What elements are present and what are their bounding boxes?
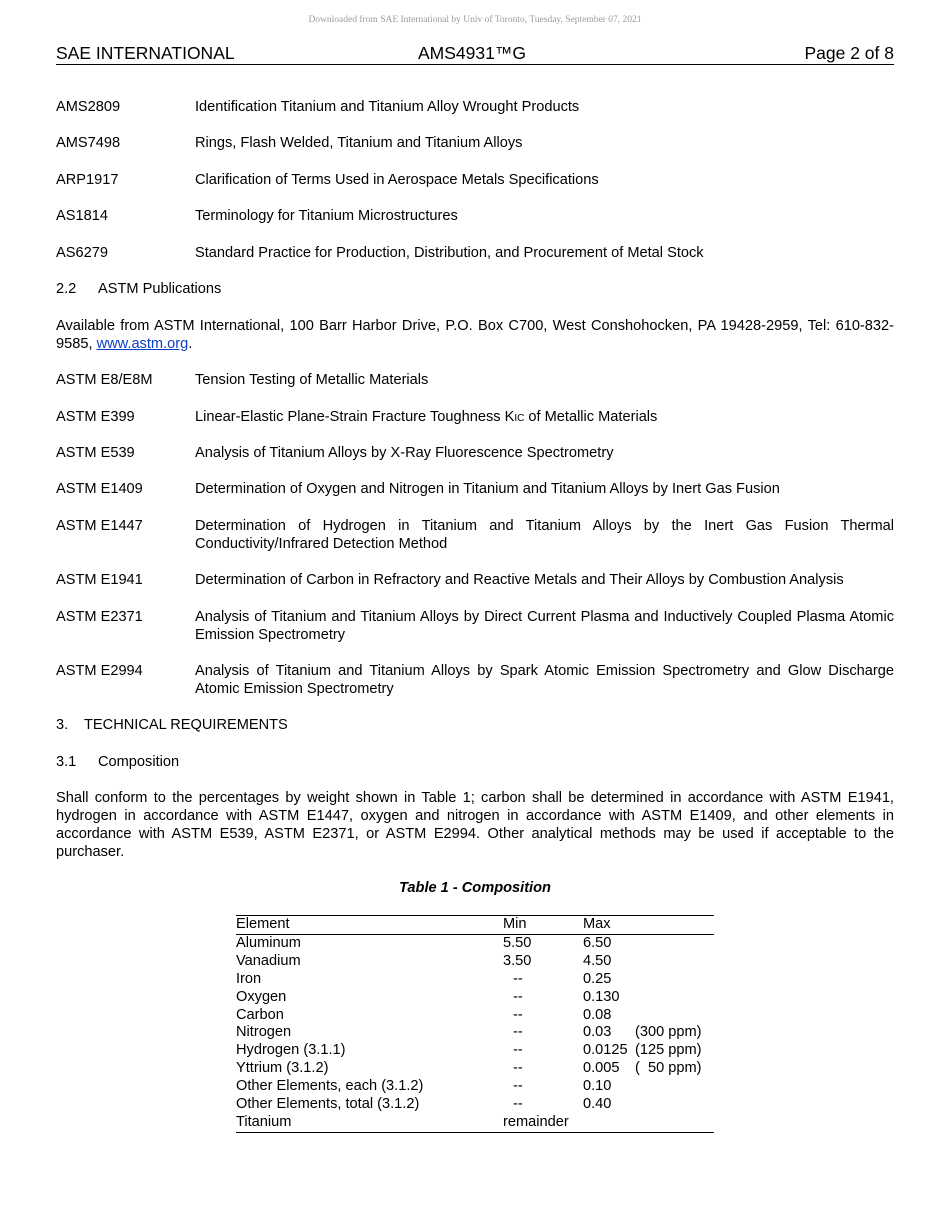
reference-code: ASTM E399 [56, 409, 135, 425]
reference-title-text: of Metallic Materials [524, 409, 658, 425]
table-row [236, 989, 714, 1007]
astm-availability-tail: . [188, 336, 193, 352]
reference-entry [56, 444, 894, 462]
element-cell: Carbon [236, 1006, 284, 1023]
section-title: TECHNICAL REQUIREMENTS [84, 717, 288, 733]
max-cell [583, 971, 714, 989]
element-cell: Other Elements, each (3.1.2) [236, 1078, 424, 1095]
max-cell [583, 1007, 714, 1025]
max-value: 0.130 [583, 988, 620, 1005]
reference-title [195, 408, 894, 428]
element-cell: Other Elements, total (3.1.2) [236, 1096, 420, 1113]
table-row [236, 1114, 714, 1132]
reference-title: Determination of Hydrogen in Titanium and Titanium Alloys by the Inert Gas Fusion Thermal Conductivity/Infrared Detection Method [195, 518, 894, 552]
table-row [236, 1042, 714, 1060]
reference-entry [56, 207, 894, 225]
astm-availability-text: Available from ASTM International, 100 Barr Harbor Drive, P.O. Box C700, West Conshohocken, PA 19428-2959, Tel: 610-832-9585, [56, 318, 894, 352]
max-cell [583, 1024, 714, 1042]
min-cell: -- [513, 1060, 523, 1077]
table-row [236, 934, 714, 952]
ppm-note: (300 ppm) [635, 1024, 702, 1041]
section-title: Composition [98, 754, 180, 770]
reference-title: Analysis of Titanium and Titanium Alloys by Direct Current Plasma and Inductively Coupled Plasma Atomic Emission Spectrometry [195, 609, 894, 643]
reference-entry [56, 571, 894, 589]
max-value: 6.50 [583, 934, 612, 951]
max-value: 0.03 [583, 1024, 612, 1041]
reference-title: Analysis of Titanium and Titanium Alloys by Spark Atomic Emission Spectrometry and Glow Discharge Atomic Emission Spectrometry [195, 663, 894, 697]
max-cell [583, 1114, 714, 1132]
table-row [236, 1060, 714, 1078]
min-cell: -- [513, 1078, 523, 1095]
max-cell [583, 1042, 714, 1060]
section-heading-3 [56, 716, 288, 734]
reference-code: AS6279 [56, 245, 108, 261]
composition-table [236, 915, 714, 1133]
reference-code: ASTM E539 [56, 445, 135, 461]
reference-entry [56, 408, 894, 428]
max-value: 0.0125 [583, 1042, 628, 1059]
element-cell: Vanadium [236, 952, 301, 969]
reference-code: AMS2809 [56, 99, 121, 115]
reference-entry [56, 171, 894, 189]
reference-code: ASTM E2994 [56, 663, 143, 679]
element-cell: Oxygen [236, 988, 287, 1005]
reference-title-text: Linear-Elastic Plane-Strain Fracture Toughness K [195, 409, 515, 425]
table-row [236, 1007, 714, 1025]
reference-code: ASTM E1941 [56, 572, 143, 588]
ppm-note: ( 50 ppm) [635, 1060, 702, 1077]
header-organization: SAE INTERNATIONAL [56, 43, 235, 63]
reference-title: Rings, Flash Welded, Titanium and Titanium Alloys [195, 135, 523, 151]
reference-entry [56, 480, 894, 498]
max-cell [583, 1078, 714, 1096]
element-cell: Titanium [236, 1114, 503, 1132]
reference-title: Determination of Oxygen and Nitrogen in Titanium and Titanium Alloys by Inert Gas Fusion [195, 481, 780, 497]
composition-paragraph: Shall conform to the percentages by weight shown in Table 1; carbon shall be determined in accordance with ASTM E1941, hydrogen in accordance with ASTM E1447, oxygen and nitrogen in accordance with ASTM E1409, and other elements in accordance with ASTM E539, ASTM E2371, or ASTM E2994. Other analytical methods may be used if acceptable to the purchaser. [56, 790, 894, 860]
reference-title-subscript: IC [514, 413, 525, 424]
download-watermark: Downloaded from SAE International by Univ of Toronto, Tuesday, September 07, 2021 [308, 15, 642, 25]
reference-entry [56, 662, 894, 698]
max-value: 0.10 [583, 1078, 612, 1095]
table-header-row [236, 916, 714, 935]
max-value: 0.40 [583, 1096, 612, 1113]
element-cell: Yttrium (3.1.2) [236, 1060, 329, 1077]
max-value: 0.005 [583, 1060, 620, 1077]
reference-entry [56, 244, 894, 262]
reference-title: Terminology for Titanium Microstructures [195, 208, 458, 224]
reference-title: Clarification of Terms Used in Aerospace Metals Specifications [195, 172, 599, 188]
reference-code: AS1814 [56, 208, 108, 224]
reference-title: Identification Titanium and Titanium Alloy Wrought Products [195, 99, 580, 115]
reference-code: ASTM E1447 [56, 518, 143, 534]
reference-code: ASTM E1409 [56, 481, 143, 497]
min-cell: -- [513, 1096, 523, 1113]
reference-entry [56, 134, 894, 152]
table-row [236, 971, 714, 989]
page-header [56, 43, 894, 65]
reference-entry [56, 608, 894, 644]
reference-entry [56, 517, 894, 553]
ppm-note: (125 ppm) [635, 1042, 702, 1059]
reference-code: ARP1917 [56, 172, 119, 188]
column-header-element: Element [236, 916, 503, 935]
max-cell [583, 989, 714, 1007]
element-cell: Nitrogen [236, 1024, 292, 1041]
table-row [236, 1096, 714, 1114]
element-cell: Aluminum [236, 934, 301, 951]
max-value: 4.50 [583, 952, 612, 969]
section-number: 3. [56, 717, 69, 733]
reference-title: Tension Testing of Metallic Materials [195, 372, 429, 388]
reference-code: ASTM E8/E8M [56, 372, 153, 388]
table-row [236, 1024, 714, 1042]
reference-title: Determination of Carbon in Refractory and Reactive Metals and Their Alloys by Combustion Analysis [195, 572, 844, 588]
element-cell: Iron [236, 970, 262, 987]
min-cell: -- [513, 988, 523, 1005]
reference-title: Standard Practice for Production, Distribution, and Procurement of Metal Stock [195, 245, 704, 261]
element-cell: Hydrogen (3.1.1) [236, 1042, 346, 1059]
column-header-max: Max [583, 916, 714, 935]
max-cell [583, 1096, 714, 1114]
section-heading-2-2 [56, 280, 221, 298]
max-cell [583, 953, 714, 971]
min-cell: -- [513, 1024, 523, 1041]
table-row [236, 1078, 714, 1096]
max-value: 0.25 [583, 970, 612, 987]
min-cell: remainder [503, 1114, 583, 1132]
header-document-number: AMS4931™G [418, 43, 526, 63]
min-cell: -- [513, 1042, 523, 1059]
reference-entry [56, 371, 894, 389]
astm-website-link[interactable]: www.astm.org [96, 336, 189, 352]
header-page-number: Page 2 of 8 [804, 43, 894, 63]
section-heading-3-1 [56, 753, 179, 771]
max-cell [583, 1060, 714, 1078]
section-title: ASTM Publications [98, 281, 222, 297]
min-cell: -- [513, 1006, 523, 1023]
min-cell: -- [513, 970, 523, 987]
astm-availability-paragraph [56, 317, 894, 353]
reference-entry [56, 98, 894, 116]
max-cell [583, 934, 714, 952]
min-cell: 3.50 [503, 952, 532, 969]
column-header-min: Min [503, 916, 583, 935]
table-row [236, 953, 714, 971]
section-number: 3.1 [56, 754, 77, 770]
reference-code: ASTM E2371 [56, 609, 143, 625]
section-number: 2.2 [56, 281, 77, 297]
reference-title: Analysis of Titanium Alloys by X-Ray Fluorescence Spectrometry [195, 445, 614, 461]
table-caption: Table 1 - Composition [399, 880, 551, 896]
min-cell: 5.50 [503, 934, 532, 951]
reference-code: AMS7498 [56, 135, 121, 151]
max-value: 0.08 [583, 1006, 612, 1023]
